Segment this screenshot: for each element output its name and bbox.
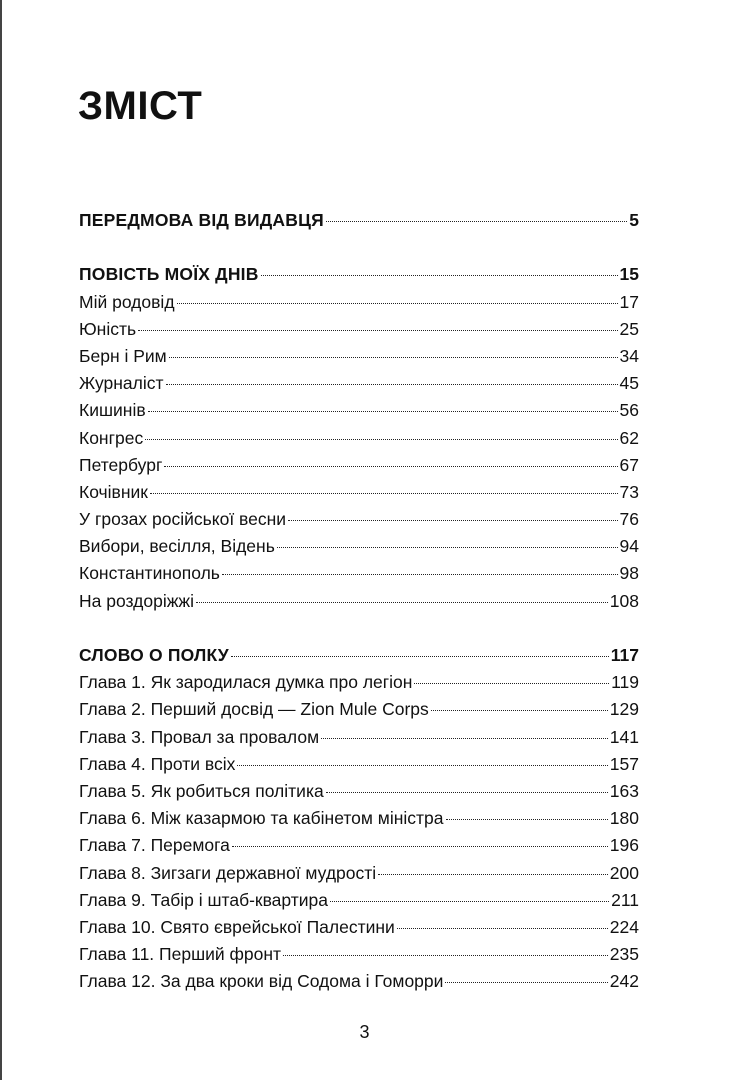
dot-leader: [277, 547, 618, 548]
dot-leader: [222, 574, 618, 575]
dot-leader: [326, 221, 627, 222]
toc-page-number: 56: [619, 400, 639, 421]
toc-entry[interactable]: [79, 805, 639, 832]
toc-section-heading[interactable]: [79, 642, 639, 669]
toc-entry-label: Константинополь: [79, 563, 220, 584]
toc-entry[interactable]: [79, 968, 639, 995]
page-edge: [0, 0, 2, 1080]
toc-entry-label: Кочівник: [79, 481, 148, 502]
toc-entry[interactable]: [79, 425, 639, 452]
toc-entry[interactable]: [79, 778, 639, 805]
toc-section-heading[interactable]: [79, 261, 639, 288]
dot-leader: [169, 357, 618, 358]
toc-entry-label: Юність: [79, 318, 137, 339]
toc-entry-label: Кишинів: [79, 400, 146, 421]
dot-leader: [196, 602, 608, 603]
toc-entry-label: Глава 7. Перемога: [79, 835, 230, 856]
toc-entry-label: Глава 10. Свято єврейської Палестини: [79, 916, 395, 937]
toc-entry-label: Вибори, весілля, Відень: [79, 536, 275, 557]
toc-entry[interactable]: [79, 860, 639, 887]
toc-entry[interactable]: [79, 343, 639, 370]
toc-entry[interactable]: [79, 560, 639, 587]
toc-page-number: 119: [611, 672, 639, 693]
toc-page-number: 200: [609, 862, 639, 883]
toc-page-number: 34: [619, 345, 639, 366]
toc-page-number: 163: [609, 780, 639, 801]
toc-entry[interactable]: [79, 316, 639, 343]
toc-entry-label: Берн і Рим: [79, 345, 167, 366]
toc-page-number: 62: [619, 427, 639, 448]
dot-leader: [283, 955, 608, 956]
toc-entry-label: Глава 3. Провал за провалом: [79, 726, 320, 747]
toc-page-number: 67: [619, 454, 639, 475]
toc-entry-label: Глава 8. Зигзаги державної мудрості: [79, 862, 377, 883]
dot-leader: [446, 819, 608, 820]
page-number: 3: [359, 1022, 370, 1042]
toc-page-number: 117: [610, 645, 639, 665]
toc-page-number: 235: [609, 944, 639, 965]
table-of-contents: [79, 207, 639, 995]
dot-leader: [414, 683, 609, 684]
dot-leader: [232, 846, 608, 847]
dot-leader: [177, 303, 618, 304]
toc-page-number: 129: [609, 699, 639, 720]
dot-leader: [164, 466, 617, 467]
toc-entry-label: Глава 9. Табір і штаб-квартира: [79, 889, 329, 910]
toc-page-number: 141: [609, 726, 639, 747]
toc-page-number: 73: [619, 481, 639, 502]
toc-entry-label: Глава 2. Перший досвід — Zion Mule Corps: [79, 699, 429, 720]
toc-entry-label: Глава 12. За два кроки від Содома і Гоморри: [79, 971, 444, 992]
dot-leader: [166, 384, 618, 385]
dot-leader: [397, 928, 608, 929]
toc-entry[interactable]: [79, 506, 639, 533]
toc-page-number: 211: [611, 889, 639, 910]
toc-entry-label: Глава 4. Проти всіх: [79, 753, 236, 774]
toc-entry-label: Глава 1. Як зародилася думка про легіон: [79, 672, 413, 693]
toc-entry-label: Петербург: [79, 454, 163, 475]
section-heading-label: ПОВІСТЬ МОЇХ ДНІВ: [79, 264, 259, 285]
toc-page-number: 5: [629, 210, 639, 230]
toc-entry[interactable]: [79, 914, 639, 941]
toc-page-number: 17: [619, 291, 639, 312]
toc-entry[interactable]: [79, 669, 639, 696]
dot-leader: [431, 710, 608, 711]
dot-leader: [150, 493, 618, 494]
dot-leader: [321, 738, 608, 739]
dot-leader: [288, 520, 617, 521]
toc-entry-label: У грозах російської весни: [79, 509, 287, 530]
toc-page-number: 98: [619, 563, 639, 584]
toc-page-number: 25: [619, 318, 639, 339]
toc-page-number: 180: [609, 808, 639, 829]
toc-entry[interactable]: [79, 751, 639, 778]
dot-leader: [138, 330, 617, 331]
dot-leader: [378, 874, 608, 875]
toc-entry-label: Глава 5. Як робиться політика: [79, 780, 324, 801]
dot-leader: [330, 901, 609, 902]
toc-entry[interactable]: [79, 724, 639, 751]
toc-entry-label: Журналіст: [79, 373, 164, 394]
toc-entry-label: Конгрес: [79, 427, 144, 448]
toc-entry-label: Мій родовід: [79, 291, 175, 312]
dot-leader: [445, 982, 607, 983]
toc-entry[interactable]: [79, 832, 639, 859]
toc-entry[interactable]: [79, 887, 639, 914]
toc-entry-label: Глава 6. Між казармою та кабінетом міністра: [79, 808, 444, 829]
toc-page-number: 76: [619, 509, 639, 530]
dot-leader: [231, 656, 609, 657]
toc-entry[interactable]: [79, 397, 639, 424]
toc-section-heading[interactable]: [79, 207, 639, 234]
page-title: ЗМІСТ: [78, 84, 203, 128]
toc-entry[interactable]: [79, 696, 639, 723]
toc-page-number: 242: [609, 971, 639, 992]
toc-entry[interactable]: [79, 533, 639, 560]
dot-leader: [237, 765, 607, 766]
toc-entry[interactable]: [79, 588, 639, 615]
toc-page-number: 45: [619, 373, 639, 394]
section-gap: [79, 234, 639, 261]
toc-page-number: 108: [609, 590, 639, 611]
dot-leader: [326, 792, 608, 793]
dot-leader: [148, 411, 618, 412]
toc-entry[interactable]: [79, 941, 639, 968]
toc-page-number: 94: [619, 536, 639, 557]
dot-leader: [261, 275, 618, 276]
toc-entry-label: Глава 11. Перший фронт: [79, 944, 282, 965]
section-heading-label: ПЕРЕДМОВА ВІД ВИДАВЦЯ: [79, 210, 324, 230]
toc-page-number: 196: [609, 835, 639, 856]
toc-page-number: 157: [609, 753, 639, 774]
section-gap: [79, 615, 639, 642]
toc-page-number: 15: [619, 264, 639, 285]
toc-entry[interactable]: [79, 289, 639, 316]
toc-entry[interactable]: [79, 479, 639, 506]
dot-leader: [145, 439, 617, 440]
toc-entry[interactable]: [79, 370, 639, 397]
toc-entry[interactable]: [79, 452, 639, 479]
toc-page-number: 224: [609, 916, 639, 937]
section-heading-label: СЛОВО О ПОЛКУ: [79, 645, 229, 665]
toc-entry-label: На роздоріжжі: [79, 590, 195, 611]
